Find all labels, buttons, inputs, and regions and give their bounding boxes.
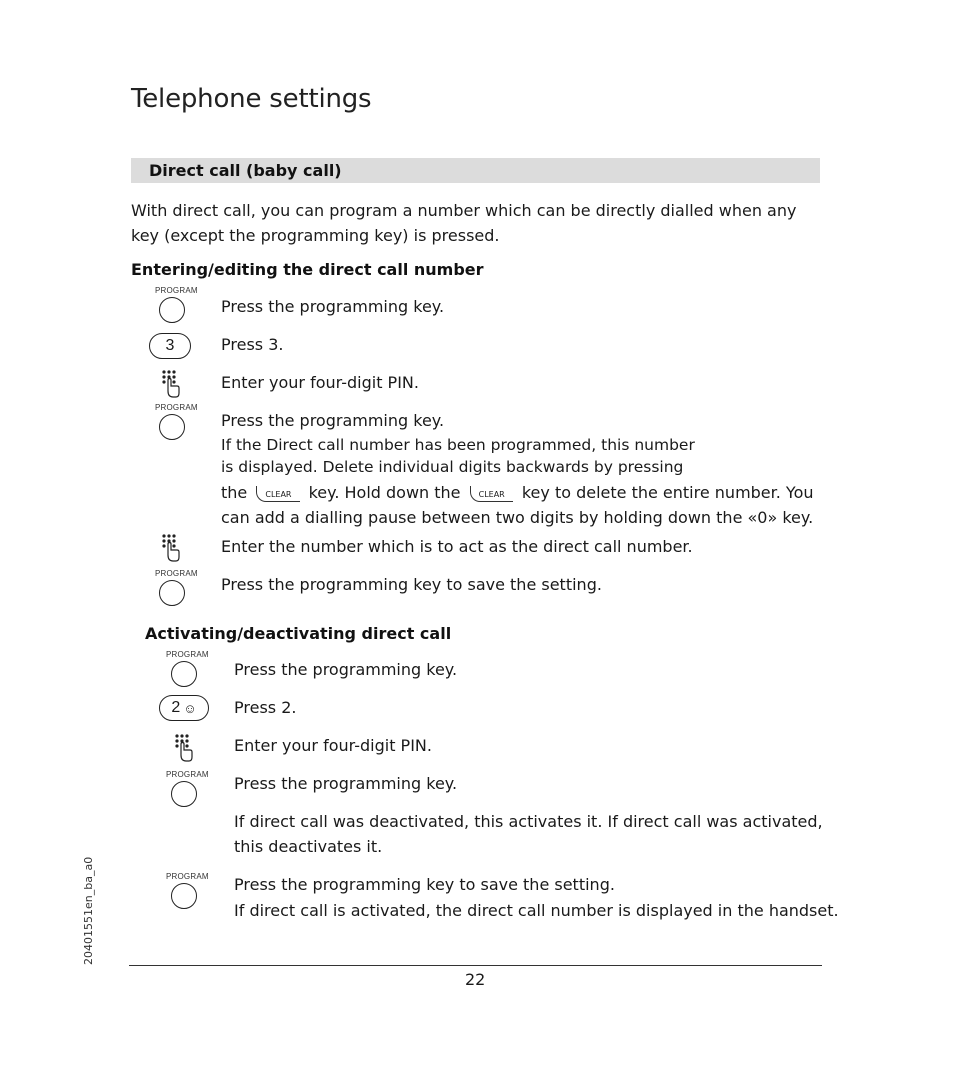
activating-step-2: Press 2.	[234, 698, 297, 717]
activating-paragraph: If direct call was deactivated, this activates it. If direct call was activated, this deactivates it.	[234, 812, 823, 856]
document-code: 20401551en_ba_a0	[82, 856, 95, 965]
activating-heading: Activating/deactivating direct call	[145, 624, 452, 643]
entering-note-line-1: If the Direct call number has been programmed, this number	[221, 436, 695, 454]
note-text-hold: key. Hold down the	[308, 483, 461, 502]
clear-key-label: CLEAR	[478, 489, 505, 499]
program-key-label: PROGRAM	[166, 650, 209, 659]
activating-step-5: Press the programming key to save the setting.	[234, 875, 615, 894]
entering-step-1: Press the programming key.	[221, 297, 445, 316]
page-title: Telephone settings	[131, 84, 372, 114]
program-key-label: PROGRAM	[166, 770, 209, 779]
activating-step-3: Enter your four-digit PIN.	[234, 736, 432, 755]
program-key-icon	[159, 580, 185, 606]
program-key-label: PROGRAM	[155, 286, 198, 295]
program-key-label: PROGRAM	[155, 569, 198, 578]
digit-2-key-icon	[159, 695, 209, 721]
program-key-icon	[159, 414, 185, 440]
entering-heading: Entering/editing the direct call number	[131, 260, 484, 279]
activating-step-5-note: If direct call is activated, the direct call number is displayed in the handset.	[234, 901, 839, 920]
activating-step-4: Press the programming key.	[234, 774, 458, 793]
note-text-delete: key to delete the entire number. You	[521, 483, 814, 502]
program-key-label: PROGRAM	[166, 872, 209, 881]
activating-step-1: Press the programming key.	[234, 660, 458, 679]
keypad-hand-icon	[173, 733, 195, 763]
digit-2-label: 2	[171, 699, 181, 716]
program-key-icon	[171, 781, 197, 807]
digit-3-label: 3	[165, 337, 175, 354]
entering-step-4: Press the programming key.	[221, 411, 445, 430]
smiley-icon: ☺	[183, 700, 197, 716]
keypad-hand-icon	[160, 369, 182, 399]
entering-step-5: Enter the number which is to act as the direct call number.	[221, 537, 693, 556]
entering-note-line-3	[221, 483, 814, 502]
program-key-icon	[171, 883, 197, 909]
clear-key-icon	[256, 486, 299, 502]
entering-step-3: Enter your four-digit PIN.	[221, 373, 419, 392]
digit-3-key-icon	[149, 333, 191, 359]
clear-key-label: CLEAR	[265, 489, 292, 499]
keypad-hand-icon	[160, 533, 182, 563]
entering-note-line-4: can add a dialling pause between two digits by holding down the «0» key.	[221, 508, 814, 527]
program-key-icon	[171, 661, 197, 687]
page-number: 22	[465, 970, 486, 989]
program-key-label: PROGRAM	[155, 403, 198, 412]
footer-rule	[129, 965, 822, 966]
section-title: Direct call (baby call)	[149, 161, 342, 180]
entering-note-line-2: is displayed. Delete individual digits backwards by pressing	[221, 458, 684, 476]
clear-key-icon	[470, 486, 513, 502]
section-intro: With direct call, you can program a number which can be directly dialled when any key (except the programming key) is pressed.	[131, 201, 797, 245]
entering-step-6: Press the programming key to save the setting.	[221, 575, 602, 594]
note-text-the: the	[221, 483, 248, 502]
entering-step-2: Press 3.	[221, 335, 284, 354]
program-key-icon	[159, 297, 185, 323]
